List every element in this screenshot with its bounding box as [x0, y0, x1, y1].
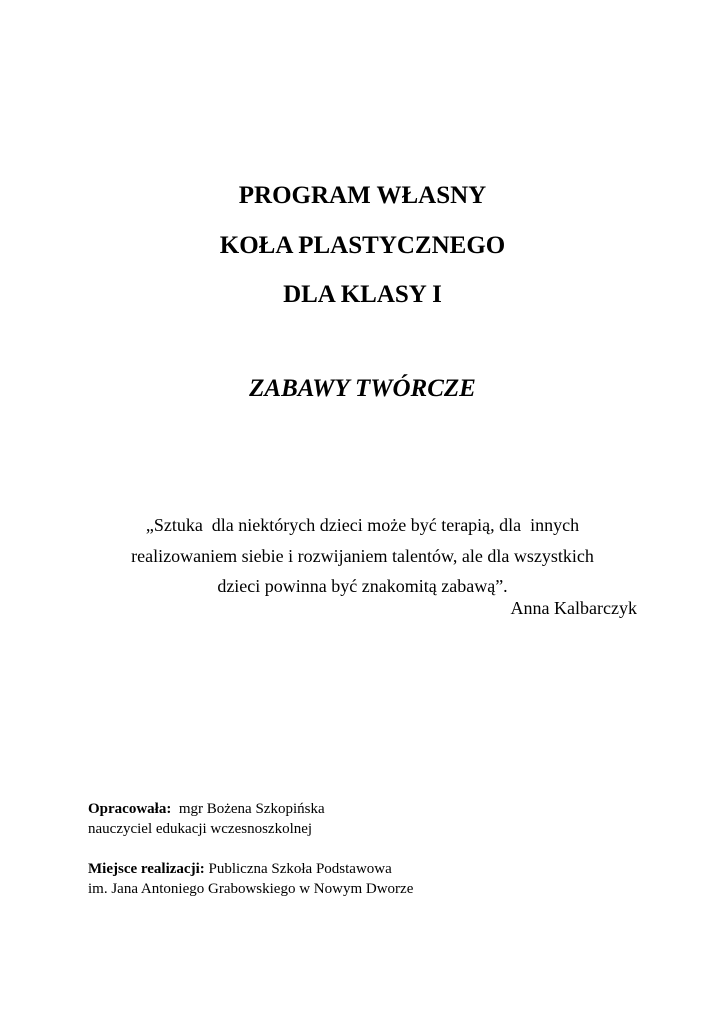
author-label: Opracowała:	[88, 801, 172, 817]
author-line	[88, 800, 325, 818]
quote-line-3: dzieci powinna być znakomitą zabawą”.	[217, 576, 508, 596]
quote-author: Anna Kalbarczyk	[510, 598, 637, 618]
location-line	[88, 860, 392, 878]
quote-line-1: „Sztuka dla niektórych dzieci może być terapią, dla innych	[145, 515, 580, 535]
quote-line-2: realizowaniem siebie i rozwijaniem talentów, ale dla wszystkich	[131, 546, 594, 566]
school-name-line-2: im. Jana Antoniego Grabowskiego w Nowym Dworze	[88, 881, 414, 897]
school-name: Publiczna Szkoła Podstawowa	[208, 861, 392, 877]
subtitle: ZABAWY TWÓRCZE	[249, 375, 476, 402]
title-line-3: DLA KLASY I	[283, 281, 442, 308]
author-name: mgr Bożena Szkopińska	[178, 801, 325, 817]
location-label: Miejsce realizacji:	[88, 861, 205, 877]
title-line-2: KOŁA PLASTYCZNEGO	[219, 232, 506, 259]
title-line-1: PROGRAM WŁASNY	[238, 182, 487, 209]
author-role: nauczyciel edukacji wczesnoszkolnej	[88, 821, 313, 837]
